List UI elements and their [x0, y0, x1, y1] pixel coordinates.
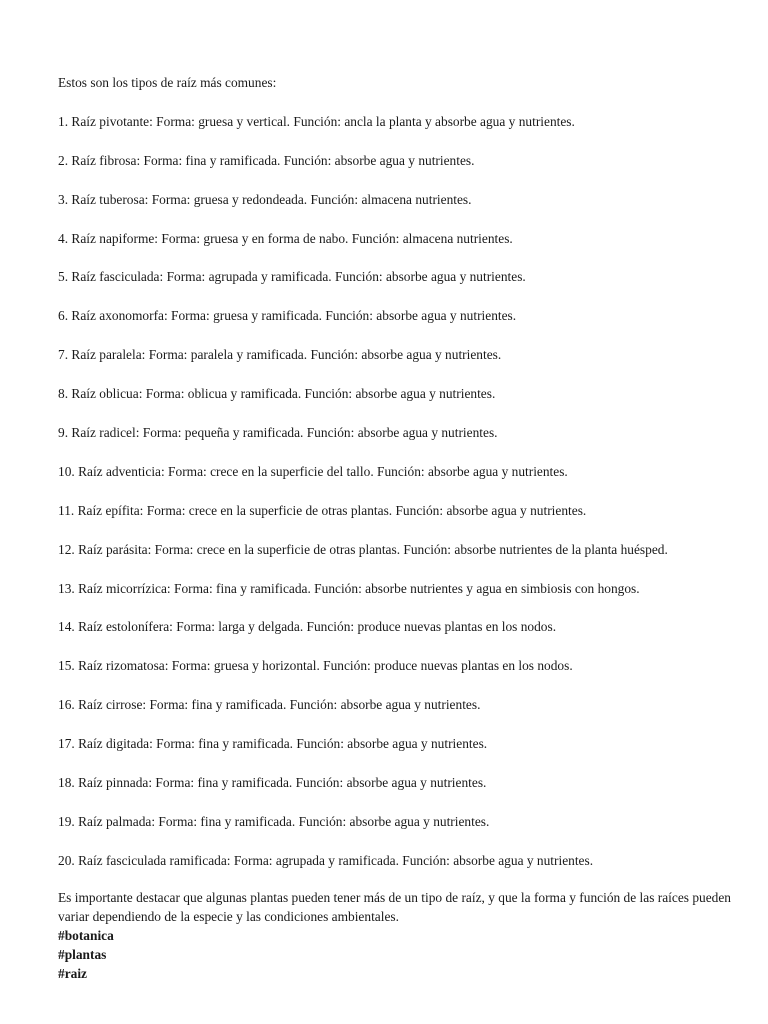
list-item: 6. Raíz axonomorfa: Forma: gruesa y ramificada. Función: absorbe agua y nutrientes. — [58, 308, 517, 324]
list-item: 4. Raíz napiforme: Forma: gruesa y en forma de nabo. Función: almacena nutrientes. — [58, 230, 513, 246]
list-item: 7. Raíz paralela: Forma: paralela y ramificada. Función: absorbe agua y nutrientes. — [58, 347, 502, 363]
root-types-list — [58, 112, 758, 870]
list-item: 11. Raíz epífita: Forma: crece en la superficie de otras plantas. Función: absorbe agua y nutrientes. — [58, 502, 587, 518]
closing-section — [58, 888, 758, 983]
hashtag-botanica: #botanica — [58, 927, 114, 943]
list-item: 15. Raíz rizomatosa: Forma: gruesa y horizontal. Función: produce nuevas plantas en los nodos. — [58, 658, 573, 674]
list-item: 10. Raíz adventicia: Forma: crece en la superficie del tallo. Función: absorbe agua y nutrientes. — [58, 463, 568, 479]
list-item: 17. Raíz digitada: Forma: fina y ramificada. Función: absorbe agua y nutrientes. — [58, 736, 488, 752]
list-item: 1. Raíz pivotante: Forma: gruesa y vertical. Función: ancla la planta y absorbe agua y nutrientes. — [58, 113, 575, 129]
list-item: 2. Raíz fibrosa: Forma: fina y ramificada. Función: absorbe agua y nutrientes. — [58, 152, 475, 168]
list-item: 13. Raíz micorrízica: Forma: fina y ramificada. Función: absorbe nutrientes y agua en simbiosis con hongos. — [58, 580, 640, 596]
hashtag-raiz: #raiz — [58, 965, 87, 981]
list-item: 8. Raíz oblicua: Forma: oblicua y ramificada. Función: absorbe agua y nutrientes. — [58, 386, 496, 402]
list-item: 5. Raíz fasciculada: Forma: agrupada y ramificada. Función: absorbe agua y nutrientes. — [58, 269, 526, 285]
list-item: 12. Raíz parásita: Forma: crece en la superficie de otras plantas. Función: absorbe nutrientes de la planta huésped. — [58, 541, 668, 557]
list-item: 16. Raíz cirrose: Forma: fina y ramificada. Función: absorbe agua y nutrientes. — [58, 697, 481, 713]
list-item: 14. Raíz estolonífera: Forma: larga y delgada. Función: produce nuevas plantas en los nodos. — [58, 619, 557, 635]
hashtag-plantas: #plantas — [58, 946, 107, 962]
closing-paragraph: Es importante destacar que algunas plantas pueden tener más de un tipo de raíz, y que la forma y función de las raíces pueden variar dependiendo de la especie y las condiciones ambientales. — [58, 889, 732, 924]
list-item: 18. Raíz pinnada: Forma: fina y ramificada. Función: absorbe agua y nutrientes. — [58, 775, 487, 791]
list-item: 9. Raíz radicel: Forma: pequeña y ramificada. Función: absorbe agua y nutrientes. — [58, 425, 498, 441]
intro-text: Estos son los tipos de raíz más comunes: — [58, 75, 277, 90]
list-item: 3. Raíz tuberosa: Forma: gruesa y redondeada. Función: almacena nutrientes. — [58, 191, 472, 207]
list-item: 19. Raíz palmada: Forma: fina y ramificada. Función: absorbe agua y nutrientes. — [58, 813, 490, 829]
list-item: 20. Raíz fasciculada ramificada: Forma: agrupada y ramificada. Función: absorbe agua y nutrientes. — [58, 852, 594, 868]
document-body — [58, 73, 758, 983]
